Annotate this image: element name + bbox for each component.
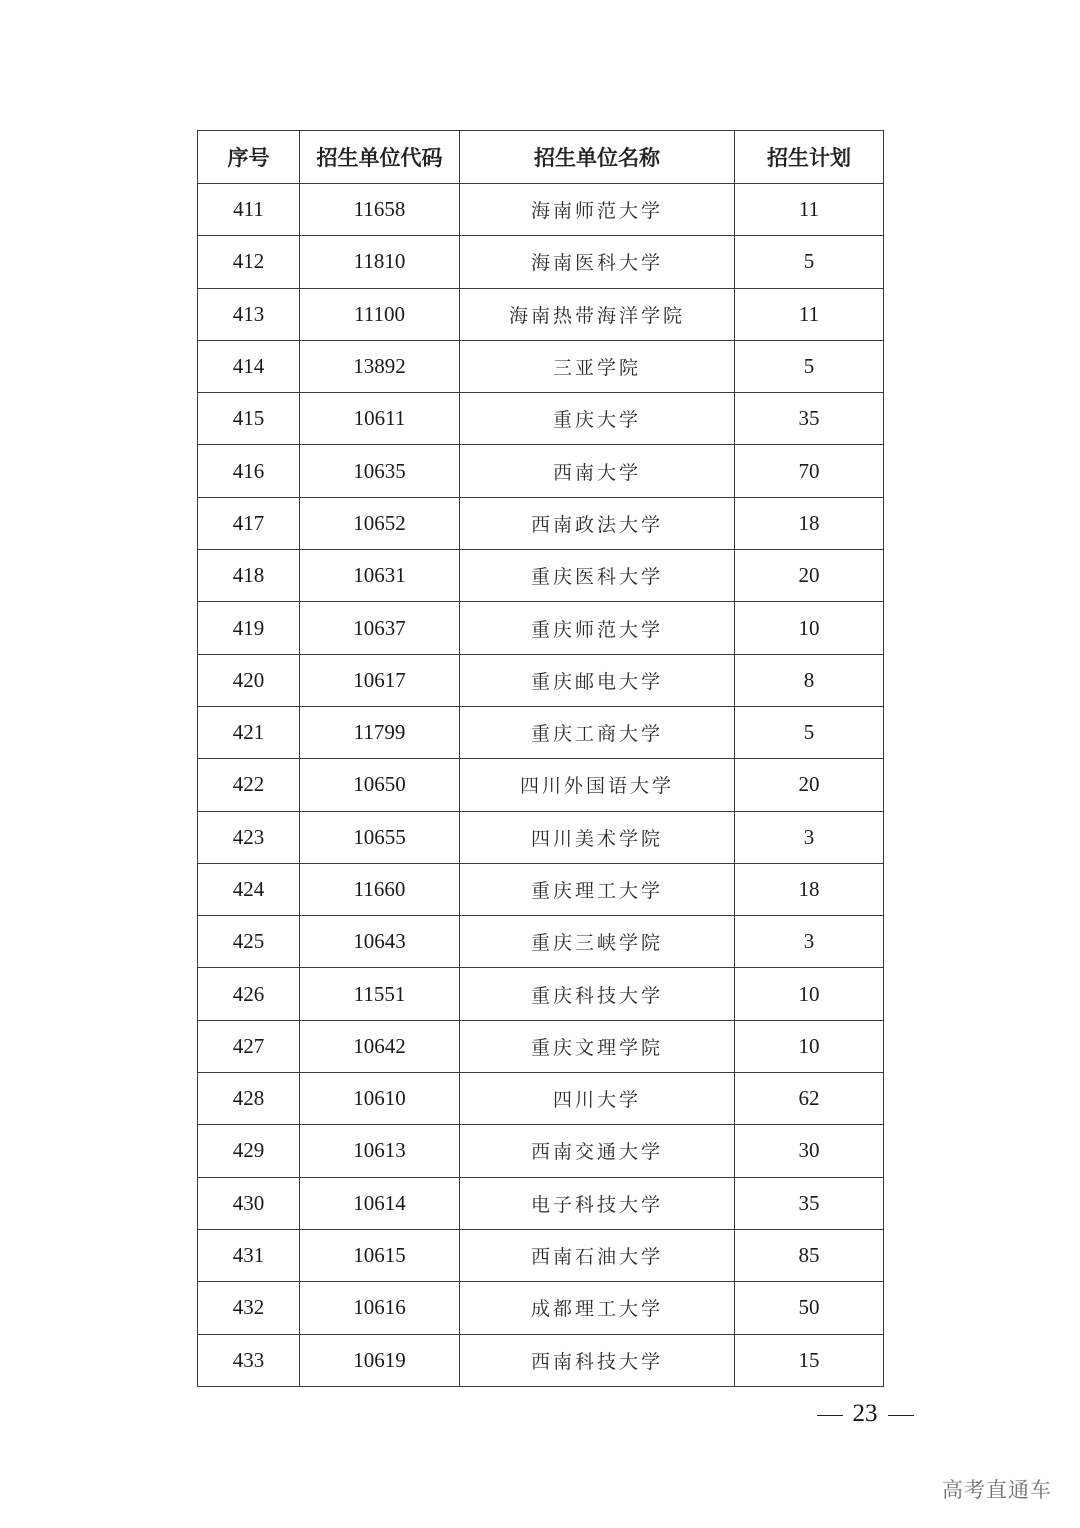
cell-unit-name: 四川外国语大学 <box>460 759 735 811</box>
cell-unit-code: 10631 <box>300 550 460 602</box>
cell-enrollment-plan: 62 <box>735 1073 884 1125</box>
cell-unit-name: 西南石油大学 <box>460 1229 735 1281</box>
cell-unit-name: 西南大学 <box>460 445 735 497</box>
cell-enrollment-plan: 15 <box>735 1334 884 1386</box>
cell-unit-name: 重庆医科大学 <box>460 550 735 602</box>
cell-enrollment-plan: 18 <box>735 863 884 915</box>
cell-enrollment-plan: 5 <box>735 236 884 288</box>
cell-enrollment-plan: 35 <box>735 1177 884 1229</box>
cell-serial-number: 426 <box>198 968 300 1020</box>
cell-serial-number: 411 <box>198 184 300 236</box>
cell-enrollment-plan: 8 <box>735 654 884 706</box>
cell-unit-name: 西南交通大学 <box>460 1125 735 1177</box>
table-row <box>198 1282 884 1334</box>
cell-enrollment-plan: 30 <box>735 1125 884 1177</box>
cell-serial-number: 431 <box>198 1229 300 1281</box>
cell-enrollment-plan: 70 <box>735 445 884 497</box>
table-row <box>198 759 884 811</box>
cell-unit-code: 10650 <box>300 759 460 811</box>
table-row <box>198 497 884 549</box>
cell-unit-code: 10635 <box>300 445 460 497</box>
cell-serial-number: 412 <box>198 236 300 288</box>
table-row <box>198 968 884 1020</box>
table-header-row <box>198 131 884 184</box>
table-row <box>198 654 884 706</box>
cell-enrollment-plan: 5 <box>735 340 884 392</box>
cell-serial-number: 421 <box>198 706 300 758</box>
table-row <box>198 184 884 236</box>
cell-serial-number: 433 <box>198 1334 300 1386</box>
cell-enrollment-plan: 5 <box>735 706 884 758</box>
header-serial-number: 序号 <box>198 131 300 184</box>
cell-serial-number: 428 <box>198 1073 300 1125</box>
cell-enrollment-plan: 18 <box>735 497 884 549</box>
cell-serial-number: 413 <box>198 288 300 340</box>
cell-unit-code: 10615 <box>300 1229 460 1281</box>
cell-unit-code: 11100 <box>300 288 460 340</box>
table-row <box>198 602 884 654</box>
table-row <box>198 393 884 445</box>
cell-unit-code: 10642 <box>300 1020 460 1072</box>
table-row <box>198 811 884 863</box>
cell-serial-number: 422 <box>198 759 300 811</box>
cell-serial-number: 430 <box>198 1177 300 1229</box>
cell-serial-number: 414 <box>198 340 300 392</box>
cell-unit-name: 电子科技大学 <box>460 1177 735 1229</box>
cell-unit-name: 三亚学院 <box>460 340 735 392</box>
cell-unit-code: 11551 <box>300 968 460 1020</box>
cell-unit-name: 海南医科大学 <box>460 236 735 288</box>
cell-unit-name: 海南师范大学 <box>460 184 735 236</box>
cell-unit-code: 10617 <box>300 654 460 706</box>
cell-unit-name: 重庆三峡学院 <box>460 916 735 968</box>
cell-serial-number: 432 <box>198 1282 300 1334</box>
cell-unit-code: 10610 <box>300 1073 460 1125</box>
watermark: 高考直通车 <box>942 1478 1052 1502</box>
dash-right-icon <box>888 1415 914 1416</box>
cell-unit-name: 四川美术学院 <box>460 811 735 863</box>
table-row <box>198 1073 884 1125</box>
cell-unit-name: 成都理工大学 <box>460 1282 735 1334</box>
cell-enrollment-plan: 20 <box>735 759 884 811</box>
cell-unit-code: 10619 <box>300 1334 460 1386</box>
cell-unit-code: 10613 <box>300 1125 460 1177</box>
cell-unit-code: 10614 <box>300 1177 460 1229</box>
table-row <box>198 1125 884 1177</box>
dash-left-icon <box>817 1415 843 1416</box>
cell-enrollment-plan: 50 <box>735 1282 884 1334</box>
table-row <box>198 236 884 288</box>
cell-enrollment-plan: 20 <box>735 550 884 602</box>
cell-unit-name: 海南热带海洋学院 <box>460 288 735 340</box>
cell-enrollment-plan: 10 <box>735 968 884 1020</box>
page-number <box>800 1400 930 1428</box>
cell-unit-code: 10611 <box>300 393 460 445</box>
table-row <box>198 445 884 497</box>
cell-unit-name: 重庆理工大学 <box>460 863 735 915</box>
cell-unit-code: 11799 <box>300 706 460 758</box>
table-row <box>198 863 884 915</box>
cell-serial-number: 420 <box>198 654 300 706</box>
cell-unit-name: 西南政法大学 <box>460 497 735 549</box>
cell-serial-number: 425 <box>198 916 300 968</box>
cell-unit-name: 四川大学 <box>460 1073 735 1125</box>
table-row <box>198 1334 884 1386</box>
table-body <box>198 184 884 1387</box>
cell-enrollment-plan: 10 <box>735 602 884 654</box>
cell-unit-code: 10655 <box>300 811 460 863</box>
cell-enrollment-plan: 11 <box>735 184 884 236</box>
cell-serial-number: 417 <box>198 497 300 549</box>
cell-unit-name: 西南科技大学 <box>460 1334 735 1386</box>
cell-unit-name: 重庆文理学院 <box>460 1020 735 1072</box>
cell-unit-name: 重庆师范大学 <box>460 602 735 654</box>
cell-unit-code: 11658 <box>300 184 460 236</box>
cell-enrollment-plan: 3 <box>735 811 884 863</box>
cell-enrollment-plan: 3 <box>735 916 884 968</box>
cell-unit-code: 10637 <box>300 602 460 654</box>
cell-serial-number: 424 <box>198 863 300 915</box>
table-row <box>198 916 884 968</box>
table-row <box>198 340 884 392</box>
cell-unit-name: 重庆科技大学 <box>460 968 735 1020</box>
table-row <box>198 550 884 602</box>
cell-enrollment-plan: 85 <box>735 1229 884 1281</box>
table-row <box>198 1229 884 1281</box>
table-row <box>198 1177 884 1229</box>
table-row <box>198 288 884 340</box>
cell-serial-number: 429 <box>198 1125 300 1177</box>
header-unit-name: 招生单位名称 <box>460 131 735 184</box>
table-row <box>198 706 884 758</box>
cell-unit-code: 10616 <box>300 1282 460 1334</box>
cell-serial-number: 415 <box>198 393 300 445</box>
cell-unit-code: 13892 <box>300 340 460 392</box>
cell-serial-number: 416 <box>198 445 300 497</box>
table-row <box>198 1020 884 1072</box>
cell-enrollment-plan: 10 <box>735 1020 884 1072</box>
cell-unit-name: 重庆邮电大学 <box>460 654 735 706</box>
cell-unit-name: 重庆工商大学 <box>460 706 735 758</box>
cell-enrollment-plan: 35 <box>735 393 884 445</box>
cell-unit-name: 重庆大学 <box>460 393 735 445</box>
cell-unit-code: 11810 <box>300 236 460 288</box>
cell-unit-code: 10643 <box>300 916 460 968</box>
enrollment-plan-table <box>197 130 884 1387</box>
cell-enrollment-plan: 11 <box>735 288 884 340</box>
cell-serial-number: 423 <box>198 811 300 863</box>
cell-unit-code: 11660 <box>300 863 460 915</box>
cell-unit-code: 10652 <box>300 497 460 549</box>
cell-serial-number: 418 <box>198 550 300 602</box>
cell-serial-number: 419 <box>198 602 300 654</box>
enrollment-table-container <box>197 130 883 1387</box>
page-number-text: 23 <box>852 1400 878 1427</box>
cell-serial-number: 427 <box>198 1020 300 1072</box>
header-enrollment-plan: 招生计划 <box>735 131 884 184</box>
header-unit-code: 招生单位代码 <box>300 131 460 184</box>
